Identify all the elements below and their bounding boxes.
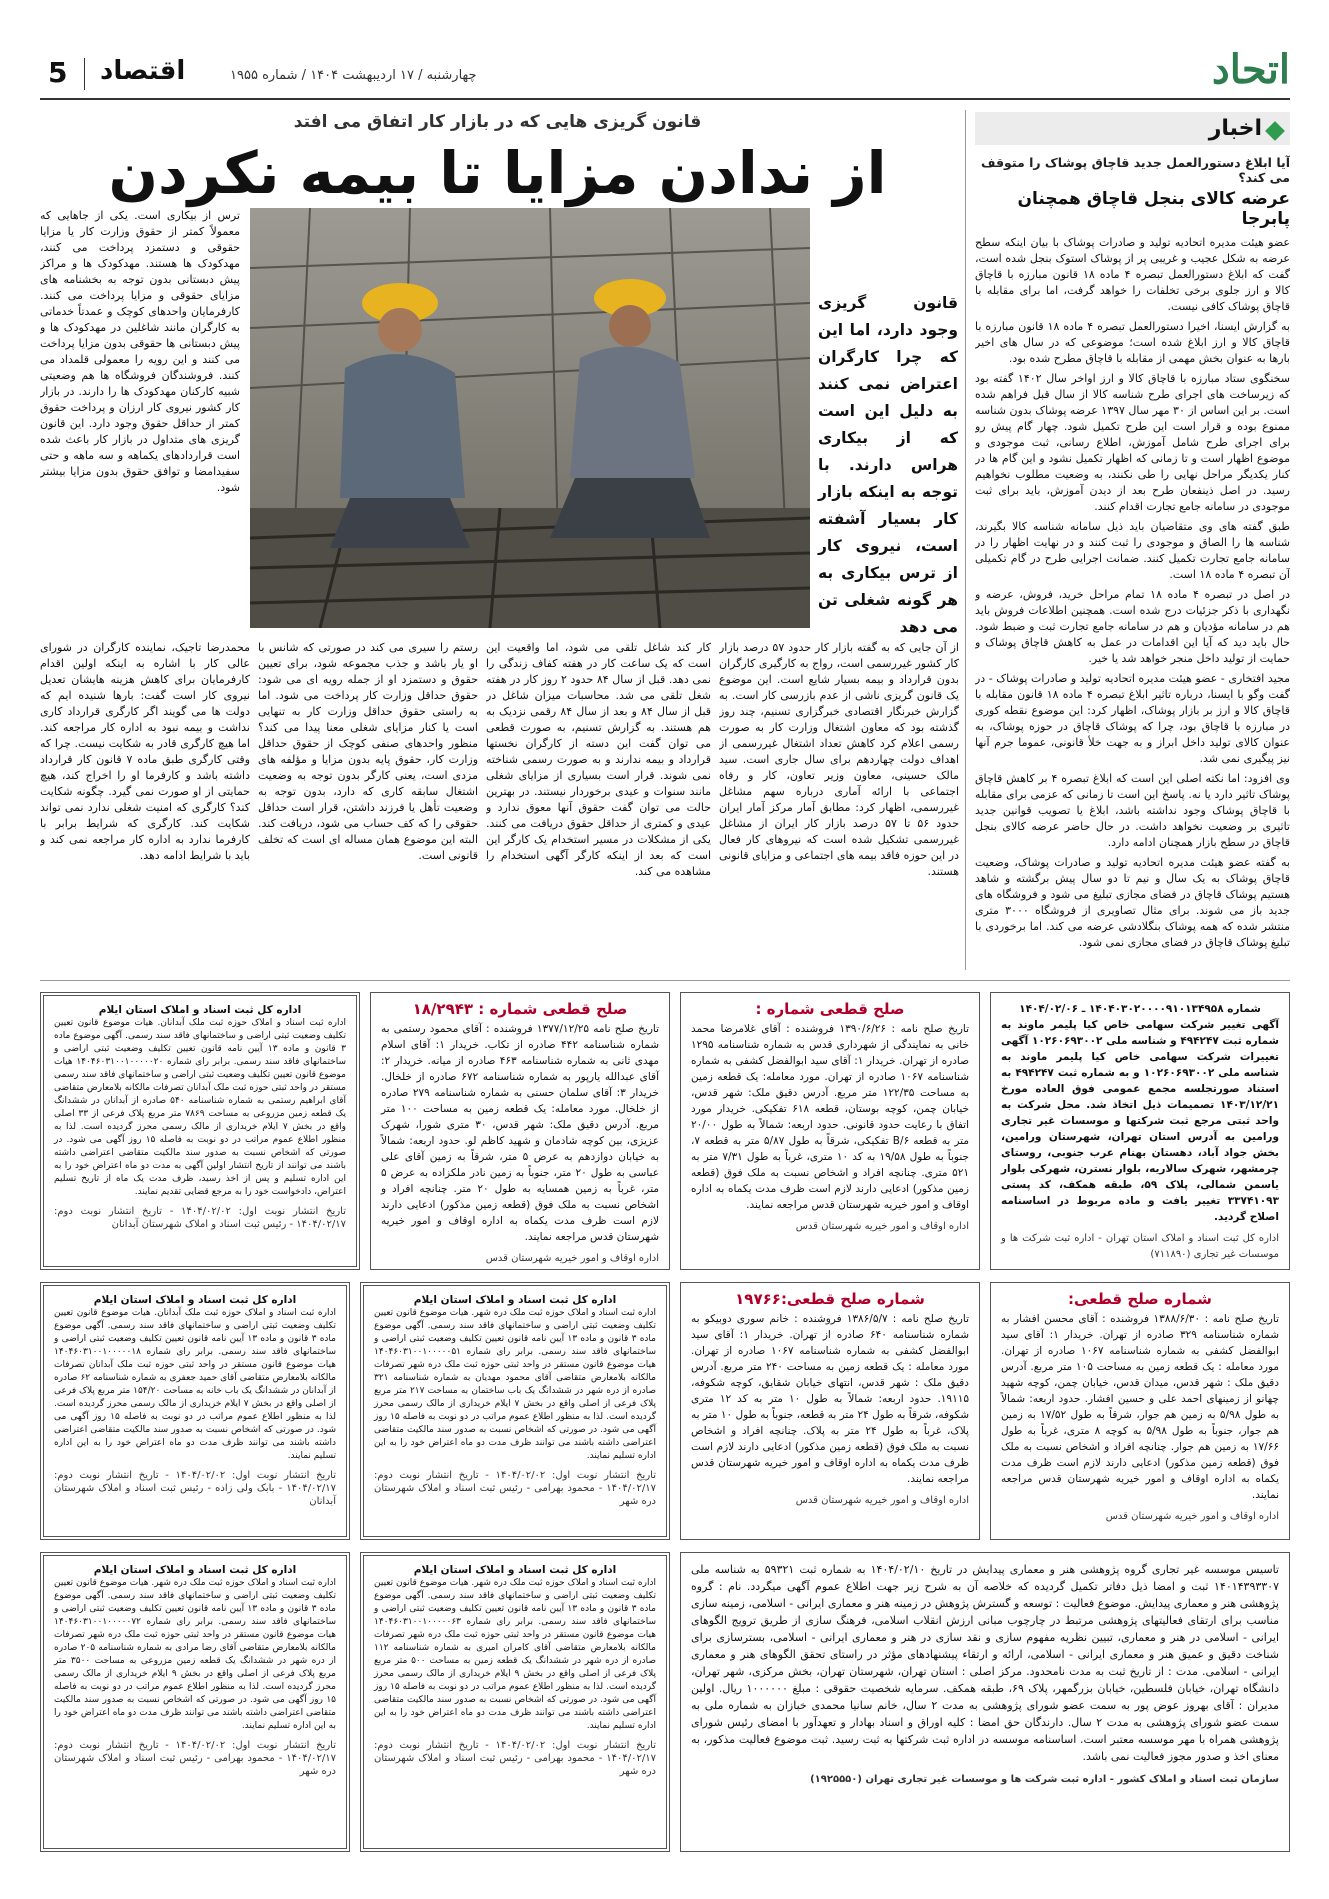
ad-body: اداره ثبت اسناد و املاک حوزه ثبت ملک آبدانان. هیات موضوع قانون تعیین تکلیف وضعیت ثبتی اراضی و ساختمانهای فاقد سند رسمی. آگهی موضوع ماده ۳ قانون و ماده ۱۳ آیین نامه قانون تعیین تکلیف وضعیت ثبتی اراضی و ساختمانهای فاقد سند رسمی. برابر رای شماره ۱۴۰۴۶۰۳۱۰۰۱۰۰۰۰۰۱۸ هیات موضوع قانون مستقر در واحد ثبتی حوزه ثبت ملک آبدانان تصرفات مالکانه بلامعارض متقاضی آقای حمید جعفری به شماره شناسنامه ۶۲ صادره از آبدانان در ششدانگ یک باب خانه به مساحت ۱۵۴/۲۰ متر مربع پلاک فرعی از اصلی واقع در بخش ۷ ایلام خریداری از مالک رسمی محرز گردیده است. لذا به منظور اطلاع عموم مراتب در دو نوبت به فاصله ۱۵ روز آگهی می شود. در صورتی که اشخاص نسبت به صدور سند مالکیت متقاضی اعتراضی داشته باشند می توانند ظرف مدت دو ماه اعتراض خود را به این اداره تسلیم نمایند. (54, 1308, 337, 1461)
ad-body: اداره ثبت اسناد و املاک حوزه ثبت ملک دره شهر. هیات موضوع قانون تعیین تکلیف وضعیت ثبتی اراضی و ساختمانهای فاقد سند رسمی. آگهی موضوع ماده ۳ قانون و ماده ۱۳ آیین نامه قانون تعیین تکلیف وضعیت ثبتی اراضی و ساختمانهای فاقد سند رسمی. برابر رای شماره ۱۴۰۴۶۰۳۱۰۰۱۰۰۰۰۰۵۱ هیات موضوع قانون مستقر در واحد ثبتی حوزه ثبت ملک دره شهر تصرفات مالکانه بلامعارض متقاضی آقای محمود مهدیان به شماره شناسنامه ۳۲۱ صادره از دره شهر در ششدانگ یک باب ساختمان به مساحت ۲۱۷ متر مربع پلاک فرعی از اصلی واقع در بخش ۷ ایلام خریداری از مالک رسمی محرز گردیده است. لذا به منظور اطلاع عموم مراتب در دو نوبت به فاصله ۱۵ روز آگهی می شود. در صورتی که اشخاص نسبت به صدور سند مالکیت متقاضی اعتراضی داشته باشند می توانند ظرف مدت دو ماه اعتراض خود را به این اداره تسلیم نمایند. (374, 1308, 657, 1461)
ad-footer: تاریخ انتشار نوبت اول: ۱۴۰۴/۰۲/۰۲ - تاریخ انتشار نوبت دوم: ۱۴۰۴/۰۲/۱۷ - رئیس ثبت اسناد و املاک شهرستان آبدانان (54, 1206, 346, 1230)
ad-title: اداره کل ثبت اسناد و املاک استان ایلام (413, 1294, 617, 1306)
ad-notice (40, 1282, 350, 1540)
news-paragraph: در اصل در تبصره ۴ ماده ۱۸ تمام مراحل خرید، فروش، عرضه و نگهداری با ذکر جزئیات درج شده است. همچنین اطلاعات فروش باید هم در سامانه مؤدیان و هم در سامانه جامع تجارت ثبت و ضبط شود. حال باید دید که آیا این اقدامات در عمل به کاهش قاچاق پوشاک و حمایت از تولید داخل منجر خواهد شد یا خیر. (975, 588, 1290, 665)
ad-title: اداره کل ثبت اسناد و املاک استان ایلام (93, 1564, 297, 1576)
ad-notice (990, 1282, 1290, 1540)
news-paragraph: وی افزود: اما نکته اصلی این است که ابلاغ تبصره ۴ بر کاهش قاچاق پوشاک تاثیر دارد یا نه. پاسخ این است تا زمانی که عزمی برای مقابله با قاچاق پوشاک وجود نداشته باشد، ابلاغ یا تصویب قوانین جدید تاثیری بر وضعیت نخواهد داشت. در حال حاضر عرضه کالای بنجل قاچاق در سطح بازار همچنان ادامه دارد. (975, 772, 1290, 849)
news-section-header (975, 112, 1290, 145)
ad-notice (360, 1552, 670, 1852)
ad-notice (990, 992, 1290, 1270)
ad-body: تاریخ صلح نامه : ۱۳۹۰/۶/۲۶ فروشنده : آقای غلامرضا محمد خانی به نمایندگی از شهرداری قدس به شماره شناسنامه ۱۲۹۵ صادره از تهران. خریدار ۱: آقای سید ابوالفضل کشفی به شماره شناسنامه ۱۰۶۷ صادره از تهران. مورد معامله: یک قطعه زمین به مساحت ۱۲۲/۳۵ متر مربع. آدرس دقیق ملک: شهر قدس، خیابان چمن، کوچه بوستان، قطعه ۶۱۸ تفکیکی. خریدار مورد اتفاق با رعایت حدود قانونی. حدود اربعه: شمالاً به طول ۲۰/۰۰ متر به قطعه ۶/B تفکیکی، شرقاً به طول ۵/۸۷ متر به قطعه ۷، جنوباً به طول ۱۹/۵۸ به کد ۱۰ متری، غرباً به طول ۷/۳۱ متر به ۵۲۱ متری. چنانچه افراد و اشخاص نسبت به ملک فوق (قطعه زمین مذکور) ادعایی دارند لازم است ظرف مدت یکماه به اداره اوقاف و امور خیریه شهرستان قدس مراجعه نمایند. (691, 1023, 970, 1211)
news-paragraph: به گزارش ایسنا، اخیرا دستورالعمل تبصره ۴ ماده ۱۸ قانون مبارزه با قاچاق کالا و ارز ابلاغ شده است؛ موضوعی که در سال های اخیر بارها به عنوان بخش مهمی از مقابله با قاچاق مطرح شده بود. (975, 320, 1290, 365)
page-number: 5 (48, 56, 68, 89)
feature-title: از ندادن مزایا تا بیمه نکردن (108, 139, 887, 207)
ad-title: صلح قطعی شماره : (755, 1000, 905, 1018)
ad-body: تاریخ صلح نامه : ۱۳۸۸/۶/۳۰ فروشنده : آقای محسن افشار به شماره شناسنامه ۳۲۹ صادره از تهران. خریدار ۱: آقای سید ابوالفضل کشفی به شماره شناسنامه ۱۰۶۷ صادره از تهران. مورد معامله : یک قطعه زمین به مساحت ۱۰۵ متر مربع. آدرس دقیق ملک : شهر قدس، میدان قدس، خیابان چمن، کوچه شهید چهانو از زمینهای احمد علی و حسین افشار. حدود اربعه: شمالاً به طول ۵/۹۸ به زمین هم جوار، شرقاً به طول ۱۷/۵۲ به زمین هم جوار، جنوباً به طول ۵/۹۸ به کوچه ۸ متری، غرباً به طول ۱۷/۶۶ به زمین هم جوار. چنانچه افراد و اشخاص نسبت به ملک فوق (قطعه زمین مذکور) ادعایی دارند لازم است ظرف مدت یکماه به اداره اوقاف و امور خیریه شهرستان قدس مراجعه نمایند. (1001, 1313, 1279, 1501)
section-title: اقتصاد (100, 56, 186, 86)
news-paragraph: عضو هیئت مدیره اتحادیه تولید و صادرات پوشاک با بیان اینکه سطح عرضه به شکل عجیب و غریبی پر از پوشاک استوک بنجل شده است، گفت که ابلاغ دستورالعمل تبصره ۴ ماده ۱۸ قانون مبارزه با قاچاق کالا و ارز جلوی برخی تخلفات را خواهد گرفت، اما برای مقابله با قاچاق پوشاک کافی نیست. (975, 236, 1290, 313)
ad-footer: اداره اوقاف و امور خیریه شهرستان قدس (485, 1253, 659, 1264)
ad-notice (680, 1282, 980, 1540)
ad-body: تاریخ صلح نامه : ۱۳۸۶/۵/۷ فروشنده : خانم سوری دوبیکو به شماره شناسنامه ۶۴۰ صادره از تهران. خریدار ۱: آقای سید ابوالفضل کشفی به شماره شناسنامه ۱۰۶۷ صادره از تهران. مورد معامله : یک قطعه زمین به مساحت ۲۴۰ متر مربع. آدرس دقیق ملک : شهر قدس، انتهای خیابان شقایق، کوچه شکوفه، ۱۹۱۱۵. حدود اربعه: شمالاً به طول ۱۰ متر به کد ۱۲ متری شکوفه، شرقاً به طول ۲۴ متر به قطعه، جنوباً به طول ۱۰ متر به پلاک، غرباً به طول ۲۴ متر به پلاک. چنانچه افراد و اشخاص نسبت به ملک فوق (قطعه زمین مذکور) ادعایی دارند لازم است ظرف مدت یکماه به اداره اوقاف و امور خیریه شهرستان قدس مراجعه نمایند. (691, 1313, 970, 1485)
ad-title: صلح قطعی شماره : ۱۸/۲۹۴۳ (412, 1000, 628, 1018)
news-headline: عرضه کالای بنجل قاچاق همچنان پابرجا (1017, 189, 1290, 229)
feature-column-1: محمدرضا تاجیک، نماینده کارگران در شورای عالی کار با اشاره به اینکه اولین اقدام کارفرمایان برای کاهش هزینه هایشان تعدیل نیروی کار است گفت: بارها شنیده ایم که دولت ها می گویند اگر کارگری قرارداد کاری نداشت و بیمه نبود به اداره کار مراجعه کند. اما هیچ کارگری قادر به شکایت نیست. چرا که وقتی کارگری طبق ماده ۷ قانون کار قرارداد داشته باشد و کارفرما او را اخراج کند، هیچ حمایتی از او صورت نمی گیرد. چگونه شکایت کند؟ کارگری که امنیت شغلی ندارد نمی تواند شکایت کند. کارگری که شرایط برابر با کارفرما ندارد به اداره کار مراجعه نمی کند و باید با شرایط ادامه دهد. (40, 641, 250, 862)
ad-footer: تاریخ انتشار نوبت اول: ۱۴۰۴/۰۲/۰۲ - تاریخ انتشار نوبت دوم: ۱۴۰۴/۰۲/۱۷ - بابک ولی زاده - رئیس ثبت اسناد و املاک شهرستان آبدانان (54, 1470, 336, 1507)
news-heading: اخبار (1208, 116, 1262, 141)
masthead (40, 46, 1290, 96)
ad-footer: سازمان ثبت اسناد و املاک کشور - اداره ثبت شرکت ها و موسسات غیر تجاری تهران (۱۹۲۵۵۵۰) (810, 1774, 1279, 1785)
ad-title: شماره صلح قطعی:۱۹۷۶۶ (735, 1290, 925, 1308)
header-rule (40, 98, 1290, 100)
ad-footer: تاریخ انتشار نوبت اول: ۱۴۰۴/۰۲/۰۲ - تاریخ انتشار نوبت دوم: ۱۴۰۴/۰۲/۱۷ - محمود بهرامی - رئیس ثبت اسناد و املاک شهرستان دره شهر (374, 1470, 656, 1507)
ad-footer: تاریخ انتشار نوبت اول: ۱۴۰۴/۰۲/۰۲ - تاریخ انتشار نوبت دوم: ۱۴۰۴/۰۲/۱۷ - محمود بهرامی - رئیس ثبت اسناد و املاک شهرستان دره شهر (54, 1740, 336, 1777)
ad-title: اداره کل ثبت اسناد و املاک استان ایلام (93, 1294, 297, 1306)
diamond-icon (1265, 121, 1285, 141)
feature-column-3: کار کند شاغل تلقی می شود، اما واقعیت این است که یک ساعت کار در هفته کفاف زندگی را نمی دهد. قبل از سال ۸۴ حدود ۲ روز کار در هفته شغل تلقی می شد. محاسبات میزان شاغل در قبل از سال ۸۴ و بعد از سال ۸۴ رقمی نزدیک به هم هستند. به گزارش تسنیم، به صورت قطعی می توان گفت این دسته از کارگران نخستها قرارداد و بیمه ندارند و به صورت رسمی شناخته نمی شوند. قرار است بسیاری از مزایای شغلی مانند سنوات و عیدی برخوردار نیستند. در بهترین حالت می توان گفت حقوق آنها معوق ندارد و عیدی و کمتری از حداقل حقوق دریافت می کنند. یکی از مشکلات در مسیر استخدام یک کارگر این است که بعد از اینکه کارگر آگهی استخدام را مشاهده می کند. (486, 641, 711, 878)
ad-body: اداره ثبت اسناد و املاک حوزه ثبت ملک دره شهر. هیات موضوع قانون تعیین تکلیف وضعیت ثبتی اراضی و ساختمانهای فاقد سند رسمی. آگهی موضوع ماده ۳ قانون و ماده ۱۳ آیین نامه قانون تعیین تکلیف وضعیت ثبتی اراضی و ساختمانهای فاقد سند رسمی. برابر رای شماره ۱۴۰۴۶۰۳۱۰۰۱۰۰۰۰۰۷۲ هیات موضوع قانون مستقر در واحد ثبتی حوزه ثبت ملک دره شهر تصرفات مالکانه بلامعارض متقاضی آقای رضا مرادی به شماره شناسنامه ۲۰۵ صادره از دره شهر در ششدانگ یک قطعه زمین مزروعی به مساحت ۳۵۰۰ متر مربع پلاک فرعی از اصلی واقع در بخش ۹ ایلام خریداری از مالک رسمی محرز گردیده است. لذا به منظور اطلاع عموم مراتب در دو نوبت به فاصله ۱۵ روز آگهی می شود. در صورتی که اشخاص نسبت به صدور سند مالکیت متقاضی اعتراضی داشته باشند می توانند ظرف مدت دو ماه اعتراض خود را به این اداره تسلیم نمایند. (54, 1578, 337, 1731)
ad-notice (370, 992, 670, 1270)
ad-footer: اداره اوقاف و امور خیریه شهرستان قدس (1105, 1511, 1279, 1522)
ad-footer: اداره اوقاف و امور خیریه شهرستان قدس (795, 1495, 969, 1506)
news-paragraph: طبق گفته های وی متقاضیان باید ذیل سامانه شناسه کالا بگیرند، شناسه ها را الصاق و موجودی را ثبت کنند و در نهایت اظهار را در سامانه جامع تجارت تکمیل کنند. ضمانت اجرایی طرح در گام تکمیلی آن تبصره ۴ ماده ۱۸ است. (975, 520, 1290, 581)
news-paragraph: مجید افتخاری - عضو هیئت مدیره اتحادیه تولید و صادرات پوشاک - در گفت وگو با ایسنا، درباره تاثیر ابلاغ تبصره ۴ ماده ۱۸ قانون مقابله با قاچاق کالا و ارز بر بازار پوشاک، اظهار کرد: این موضوع نقطه کوری در مبارزه با قاچاق بود، چرا که پوشاک قاچاق در حوزه پوشاک، به عنوان کالای تولید داخل ابراز و به جهت خلأ قانونی، عموما جرم آنها نیز پیگیری نمی شد. (975, 672, 1290, 765)
ad-body: آگهی تغییر شرکت سهامی خاص کیا پلیمر ماوند به شماره ثبت ۴۹۴۲۴۷ و شناسه ملی ۱۰۲۶۰۶۹۳۰۰۲ آگهی تغییرات شرکت سهامی خاص کیا پلیمر ماوند به شناسه ملی ۱۰۲۶۰۶۹۳۰۰۲ و به شماره ثبت ۴۹۴۲۴۷ به استناد صورتجلسه مجمع عمومی فوق العاده مورخ ۱۴۰۳/۱۲/۲۱ تصمیمات ذیل اتخاذ شد. محل شرکت به واحد ثبتی مرجع ثبت شرکتها و موسسات غیر تجاری ورامین به آدرس استان تهران، شهرستان ورامین، بخش جواد آباد، دهستان بهنام عرب جنوبی، روستای چرمشهر، شهرک سالاریه، بلوار نسترن، شهرکی بلوار یاسمن شمالی، پلاک ۵۹، طبقه همکف، کد پستی ۳۳۷۴۱۰۹۳ تغییر یافت و ماده مربوط در اساسنامه اصلاح گردید. (1001, 1019, 1279, 1223)
news-paragraph: سخنگوی ستاد مبارزه با قاچاق کالا و ارز اواخر سال ۱۴۰۲ گفته بود که زیرساخت های اجرای طرح شناسه کالا از سال قبل فراهم شده است. بر این اساس از ۳۰ مهر سال ۱۳۹۷ عرضه پوشاک بدون شناسه ممنوع بوده و قرار است این طرح تکمیل شود. چهار گام پیش رو برای اجرای طرح شامل آموزش، اطلاع رسانی، ثبت موجودی و موضوع اظهار است و تا زمانی که اظهار تکمیل نشود و این گام ها در کنار یکدیگر مراحل نهایی را طی نکنند، به وضعیت مطلوب نخواهیم رسید. در اصل ذینفعان طرح بعد از دیدن آموزش، باید برای ثبت موجودی در سامانه جامع تجارت اقدام کنند. (975, 372, 1290, 513)
ad-notice (360, 1282, 670, 1540)
pull-quote: قانون گریزی وجود دارد، اما این که چرا کارگران اعتراض نمی کنند به دلیل این است که از بیکاری هراس دارند. با توجه به اینکه بازار کار بسیار آشفته است، نیروی کار از ترس بیکاری به هر گونه شغلی تن می دهد (818, 294, 958, 636)
ad-body: تاریخ صلح نامه ۱۳۷۷/۱۲/۲۵ فروشنده : آقای محمود رستمی به شماره شناسنامه ۴۴۲ صادره از تکاب. خریدار ۱: آقای اسلام مهدی ثانی به شماره شناسنامه ۴۶۳ صادره از میانه. خریدار ۲: آقای عبدالله یارپور به شماره شناسنامه ۶۷۲ صادره از خلخال. خریدار ۳: آقای سلمان حسنی به شماره شناسنامه ۲۷۹ صادره از خلخال. مورد معامله: یک قطعه زمین به مساحت ۱۰۰ متر مربع. آدرس دقیق ملک: شهر قدس، ۳۰ متری شورا، شهرک عزیزی، بین کوچه شادمان و شهید کاظم لو. حدود اربعه: شمالاً به خیابان دوازدهم به عرض ۵ متر، شرقاً به زمین آقای علی عباسی به طول ۲۰ متر، جنوباً به زمین نادر ملکزاده به عرض ۵ متر، غرباً به زمین همسایه به طول ۲۰ متر. چنانچه افراد و اشخاص نسبت به ملک فوق (قطعه زمین مذکور) ادعایی دارند لازم است ظرف مدت یکماه به اداره اوقاف و امور خیریه شهرستان قدس مراجعه نمایند. (381, 1023, 660, 1243)
feature-column-left: ترس از بیکاری است. یکی از جاهایی که معمولاً کمتر از حقوق وزارت کار یا مزایا حقوقی و دستمزد پرداخت می کنند، مهدکودک ها هستند. مهدکودک ها و مراکز پیش دبستانی بدون توجه به بخشنامه های مزایای حقوقی و مزایا پرداخت می کنند. کارفرمایان واحدهای کوچک و عمدتاً خدماتی به کارگران مانند شاغلین در مهدکودک ها و پیش دبستانی ها حقوقی بدون مزایا پرداخت می کنند و این رویه را معمولی قلمداد می کنند. فروشندگان فروشگاه ها هم وضعیتی شبیه کارکنان مهدکودک ها را دارند. در بازار کار کشور نیروی کار ارزان و پرداخت حقوق کمتر از حداقل حقوق وجود دارد. این قانون گریزی های متداول در بازار کار باعث شده است قراردادهای یکماهه و سه ماهه و حتی سفیدامضا و توافق حقوق بدون مزایا بیشتر شود. (40, 209, 240, 494)
ad-body: تاسیس موسسه غیر تجاری گروه پژوهشی هنر و معماری پیدایش در تاریخ ۱۴۰۴/۰۲/۱۰ به شماره ثبت ۵۹۳۲۱ به شناسه ملی ۱۴۰۱۴۳۹۳۳۰۷ ثبت و امضا ذیل دفاتر تکمیل گردیده که خلاصه آن به شرح زیر جهت اطلاع عموم آگهی میگردد. نام : گروه پژوهشی هنر و معماری پیدایش. موضوع فعالیت : توسعه و گسترش پژوهش در زمینه هنر و معماری ایرانی - اسلامی، زمینه سازی مناسب برای ارتقای فعالیتهای پژوهشی مرتبط در چارچوب مبانی ارزش انقلاب اسلامی، فرهنگ سازی از طریق ترویج الگوهای ایرانی - اسلامی در هنر و معماری، تبیین نظریه مفهوم سازی و نقد سازی در هنر و معماری ایرانی - اسلامی، بسترسازی برای شناخت دقیق و عمیق هنر و معماری ایرانی - اسلامی، ارائه و ارتقاء پیشنهادهای مؤثر در راستای تحقق الگوهای هنر و معماری ایرانی - اسلامی. مدت : از تاریخ ثبت به مدت نامحدود. مرکز اصلی : استان تهران، شهرستان تهران، بخش مرکزی، شهر تهران، دانشگاه تهران، خیابان فلسطین، خیابان بزرگمهر، پلاک ۶۹، طبقه همکف. سرمایه شخصیت حقوقی : مبلغ ۱۰۰۰۰۰۰ ریال. اولین مدیران : آقای بهروز عوض پور به سمت عضو شورای پژوهشی به مدت ۲ سال، خانم سانیا محمدی خبازان به شماره ملی به سمت عضو شورای پژوهشی به مدت ۲ سال. دارندگان حق امضا : کلیه اوراق و اسناد بهادار و تعهدآور با امضای رئیس شورای پژوهشی همراه با مهر موسسه معتبر است. اساسنامه موسسه در اداره ثبت شرکتها به ثبت رسید. ثبت موضوع فعالیت مذکور، به معنای اخذ و صدور مجوز فعالیت نمی باشد. (691, 1563, 1280, 1763)
feature-column-2: رستم را سیری می کند در صورتی که شانس با او یار باشد و جذب مجموعه شود، برای تعیین حقوق و دستمزد او از جمله رویه ای می شود: حقوق حداقل وزارت کار پرداخت می شود. اما به راستی حقوق حداقل وزارت کار به تنهایی است یا کنار مزایای شغلی معنا پیدا می کند؟ منظور واحدهای صنفی کوچک از حقوق حداقل وزارت کار، حقوق پایه بدون مزایا و مؤلفه های مزدی است، یعنی کارگر بدون توجه به وضعیت اشتغال سابقه کاری که دارد، بدون توجه به وضعیت تأهل یا فرزند داشتن، قرار است حداقل حقوقی را که کف حساب می شود، دریافت کند. البته این موضوع همان مساله ای است که تخلف قانونی است. (258, 641, 478, 862)
column-divider (965, 110, 966, 970)
workers-photo (250, 208, 810, 628)
ad-notice (40, 992, 360, 1270)
news-kicker: آیا ابلاغ دستورالعمل جدید قاچاق پوشاک را متوقف می کند؟ (980, 155, 1290, 185)
ad-footer: تاریخ انتشار نوبت اول: ۱۴۰۴/۰۲/۰۲ - تاریخ انتشار نوبت دوم: ۱۴۰۴/۰۲/۱۷ - محمود بهرامی - رئیس ثبت اسناد و املاک شهرستان دره شهر (374, 1740, 656, 1777)
ad-notice (680, 1552, 1290, 1852)
issue-date: چهارشنبه / ۱۷ اردیبهشت ۱۴۰۴ / شماره ۱۹۵۵ (230, 68, 477, 83)
ad-title: شماره صلح قطعی: (1068, 1290, 1212, 1308)
ad-title: اداره کل ثبت اسناد و املاک استان ایلام (413, 1564, 617, 1576)
news-body (975, 235, 1290, 951)
feature-column-4: از آن جایی که به گفته بازار کار حدود ۵۷ درصد بازار کار کشور غیررسمی است، رواج به کارگیری کارگران بدون قرارداد و بیمه بسیار شایع است. این موضوع یک قانون گریزی ناشی از عدم بازرسی کار است. به گزارش خبرنگار اقتصادی خبرگزاری تسنیم، چند روز گذشته بود که معاون اشتغال وزارت کار به صورت رسمی اعلام کرد کاهش تعداد اشتغال غیررسمی از اهداف دولت چهاردهم برای سال جاری است. سید مالک حسینی، معاون وزیر تعاون، کار و رفاه اجتماعی با ارائه آماری درباره سهم مشاغل غیررسمی، اظهار کرد: مطابق آمار مرکز آمار ایران حدود ۵۶ تا ۵۷ درصد بازار کار ایران از مشاغل غیررسمی تشکیل شده است که نیروهای کار فعال در این حوزه فاقد بیمه های اجتماعی و مزایای قانونی هستند. (719, 641, 959, 878)
ad-title: اداره کل ثبت اسناد و املاک استان ایلام (98, 1004, 302, 1016)
ads-top-rule (40, 980, 1290, 981)
ad-notice (680, 992, 980, 1270)
page-number-divider (84, 58, 85, 90)
ad-footer: اداره کل ثبت اسناد و املاک استان تهران - اداره ثبت شرکت ها و موسسات غیر تجاری (۷۱۱۸۹۰) (1001, 1233, 1279, 1260)
ad-footer: اداره اوقاف و امور خیریه شهرستان قدس (795, 1221, 969, 1232)
ad-body: اداره ثبت اسناد و املاک حوزه ثبت ملک آبدانان. هیات موضوع قانون تعیین تکلیف وضعیت ثبتی اراضی و ساختمانهای فاقد سند رسمی. آگهی موضوع ماده ۳ قانون و ماده ۱۳ آیین نامه قانون تعیین تکلیف وضعیت ثبتی اراضی و ساختمانهای فاقد سند رسمی. برابر رای شماره ۱۴۰۴۶۰۳۱۰۰۱۰۰۰۰۰۲۰ هیات موضوع قانون تعیین تکلیف وضعیت ثبتی اراضی و ساختمانهای فاقد سند رسمی مستقر در واحد ثبتی حوزه ثبت ملک آبدانان تصرفات مالکانه بلامعارض متقاضی آقای ابراهیم رستمی به شماره شناسنامه ۵۴۰ صادره از آبدانان در ششدانگ یک قطعه زمین مزروعی به مساحت ۷۸۶۹ متر مربع پلاک فرعی از ۳۳ اصلی واقع در بخش ۷ ایلام خریداری از مالک رسمی محرز گردیده است. لذا به منظور اطلاع عموم مراتب در دو نوبت به فاصله ۱۵ روز آگهی می شود. در صورتی که اشخاص نسبت به صدور سند مالکیت متقاضی اعتراضی داشته باشند می توانند از تاریخ انتشار اولین آگهی به مدت دو ماه اعتراض خود را به این اداره تسلیم و پس از اخذ رسید، ظرف مدت یک ماه از تاریخ تسلیم اعتراض، دادخواست خود را به مرجع قضایی تقدیم نمایند. (54, 1018, 347, 1197)
ad-body: اداره ثبت اسناد و املاک حوزه ثبت ملک دره شهر. هیات موضوع قانون تعیین تکلیف وضعیت ثبتی اراضی و ساختمانهای فاقد سند رسمی. آگهی موضوع ماده ۳ قانون و ماده ۱۳ آیین نامه قانون تعیین تکلیف وضعیت ثبتی اراضی و ساختمانهای فاقد سند رسمی. برابر رای شماره ۱۴۰۴۶۰۳۱۰۰۱۰۰۰۰۰۶۳ هیات موضوع قانون مستقر در واحد ثبتی حوزه ثبت ملک دره شهر تصرفات مالکانه بلامعارض متقاضی آقای کامران امیری به شماره شناسنامه ۱۱۲ صادره از دره شهر در ششدانگ یک قطعه زمین به مساحت ۵۰۰ متر مربع پلاک فرعی از اصلی واقع در بخش ۹ ایلام خریداری از مالک رسمی محرز گردیده است. لذا به منظور اطلاع عموم مراتب در دو نوبت به فاصله ۱۵ روز آگهی می شود. در صورتی که اشخاص نسبت به صدور سند مالکیت متقاضی اعتراضی داشته باشند می توانند ظرف مدت دو ماه اعتراض خود را به این اداره تسلیم نمایند. (374, 1578, 657, 1731)
news-paragraph: به گفته عضو هیئت مدیره اتحادیه تولید و صادرات پوشاک، وضعیت قاچاق پوشاک به یک سال و نیم تا دو سال پیش برگشته و شاهد هستیم پوشاک قاچاق در فضای مجازی تبلیغ می شود و فروشگاه های جدید باز می شوند. برای مثال تصاویری از فروشگاه ۳۰۰۰ متری منتشر شده که همه پوشاک بنگلادشی عرضه می کند. اما برخوردی با تبلیغ پوشاک قاچاق در فضای مجازی نمی شود. (975, 856, 1290, 949)
construction-workers-image (250, 208, 810, 628)
ad-title: شماره ۱۴۰۴۰۳۰۲۰۰۰۰۹۱۰۱۳۴۹۵۸ ـ ۱۴۰۴/۰۲/۰۶ (1019, 1003, 1261, 1015)
feature-subtitle: قانون گریزی هایی که در بازار کار اتفاق می افتد (293, 112, 702, 132)
news-column (975, 112, 1290, 972)
ad-notice (40, 1552, 350, 1852)
newspaper-logo: اتحاد (1211, 46, 1290, 93)
